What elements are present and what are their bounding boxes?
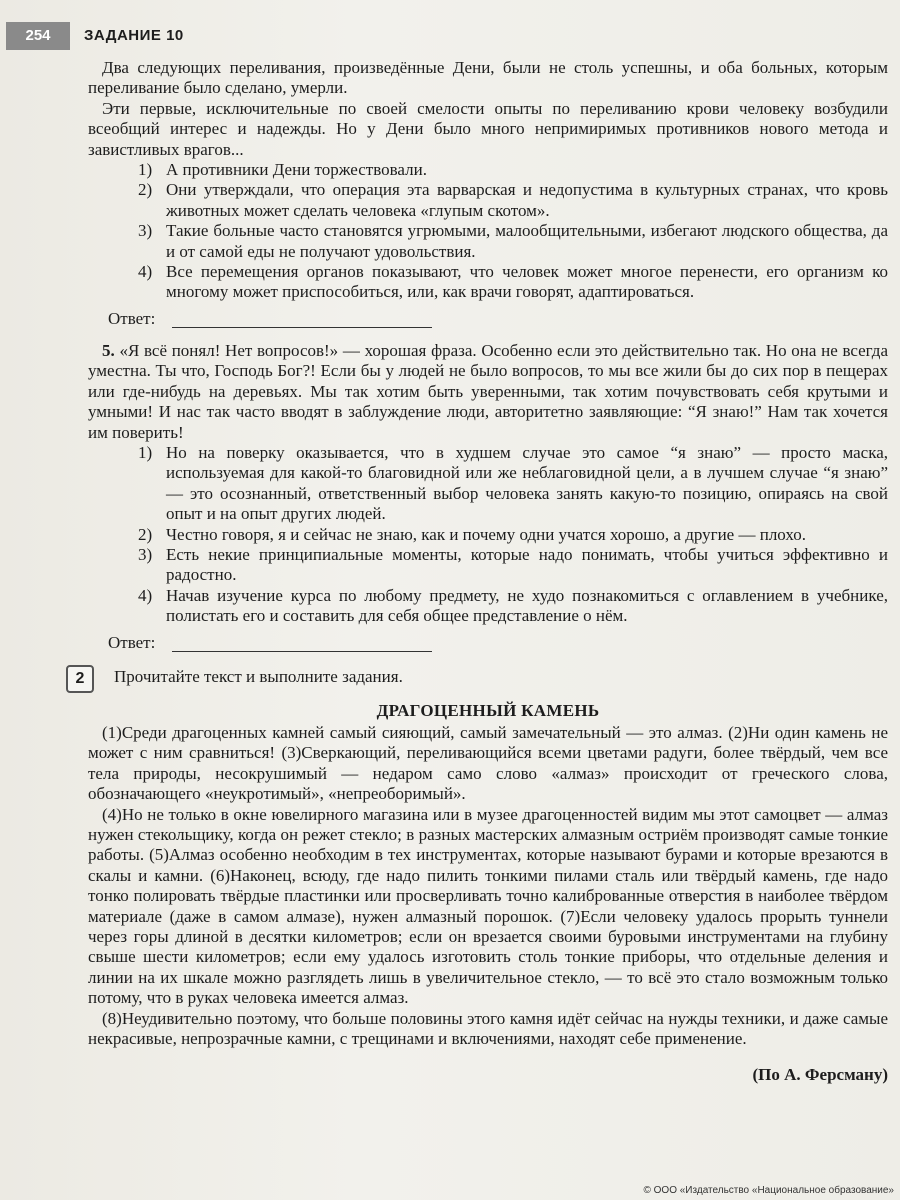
answer-label: Ответ: xyxy=(108,308,156,328)
intro-options-list xyxy=(88,160,888,303)
text-paragraph-3: (8)Неудивительно поэтому, что больше половины этого камня идёт сейчас на нужды техники, и даже самые некрасивые, непрозрачные камни, с трещинами и включениями, находят себе применение. xyxy=(88,1008,888,1049)
task-number-badge: 2 xyxy=(66,665,94,693)
option-text: Такие больные часто становятся угрюмыми, малообщительными, избегают людского общества, да и от самой еды не получают удовольствия. xyxy=(166,221,888,261)
task-2-heading xyxy=(75,665,888,695)
answer-field-2[interactable] xyxy=(88,633,888,653)
option-text: Начав изучение курса по любому предмету, не худо познакомиться с оглавлением в учебнике, полистать его и составить для себя общее представление о нём. xyxy=(166,585,888,626)
q5-option-3 xyxy=(88,545,888,586)
page-number: 254 xyxy=(6,22,70,50)
option-text: А противники Дени торжествовали. xyxy=(166,160,427,180)
copyright-notice: © ООО «Издательство «Национальное образование» xyxy=(643,1185,894,1196)
question-5-text: «Я всё понял! Нет вопросов!» — хорошая фраза. Особенно если это действительно так. Но она не всегда уместна. Ты что, Господь Бог?! Если бы у людей не было вопросов, то мы все жили бы до сих пор в пещерах или где-нибудь на деревьях. Мы так хотим быть уверенными, так хотим почувствовать себя крутыми и умными! И нас так часто вводят в заблуждение люди, авторитетно заявляющие: “Я знаю!” Нам так хочется им поверить! xyxy=(88,340,888,442)
answer-line[interactable] xyxy=(172,327,432,328)
q5-option-1 xyxy=(88,443,888,525)
q5-option-4 xyxy=(88,586,888,627)
q5-option-2 xyxy=(88,525,888,545)
answer-field-1[interactable] xyxy=(88,309,888,329)
option-text: Но на поверку оказывается, что в худшем случае это самое “я знаю” — просто маска, используемая для какой-то благовидной или же неблаговидной цели, а в лучшем случае “я знаю” — это осознанный, ответственный выбор человека занять какую-то позицию, опираясь на свой опыт и на опыт других людей. xyxy=(166,442,888,524)
q5-options-list xyxy=(88,443,888,627)
intro-option-1 xyxy=(88,160,888,180)
answer-label: Ответ: xyxy=(108,632,156,652)
intro-option-2 xyxy=(88,180,888,221)
page-content xyxy=(75,58,888,1086)
text-source: (По А. Ферсману) xyxy=(752,1065,888,1085)
option-number: 1) xyxy=(138,442,153,462)
option-number: 3) xyxy=(138,544,153,564)
page-header xyxy=(0,22,900,50)
intro-paragraph-1: Два следующих переливания, произведённые Дени, были не столь успешны, и оба больных, которым переливание было сделано, умерли. xyxy=(88,58,888,98)
intro-paragraph-2: Эти первые, исключительные по своей смелости опыты по переливанию крови человеку возбудили всеобщий интерес и надежды. Но у Дени было много непримиримых противников нового метода и завистливых врагов... xyxy=(88,98,888,159)
text-paragraph-1: (1)Среди драгоценных камней самый сияющий, самый замечательный — это алмаз. (2)Ни один камень не может с ним сравниться! (3)Сверкающий, переливающийся всеми цветами радуги, более твёрдый, чем все тела природы, несокрушимый — недаром само слово «алмаз» происходит от греческого слова, обозначающего «неукротимый», «непреоборимый». xyxy=(88,722,888,804)
task-title: ЗАДАНИЕ 10 xyxy=(84,27,184,44)
option-text: Они утверждали, что операция эта варварская и недопустима в культурных странах, что кровь животных может сделать человека «глупым скотом». xyxy=(166,180,888,220)
option-number: 1) xyxy=(138,160,153,180)
option-text: Все перемещения органов показывают, что человек может многое перенести, его организм ко многому может приспособиться, или, как врачи говорят, адаптироваться. xyxy=(166,262,888,302)
option-number: 4) xyxy=(138,262,153,282)
intro-option-3 xyxy=(88,221,888,262)
option-number: 3) xyxy=(138,221,153,241)
intro-option-4 xyxy=(88,262,888,303)
answer-line[interactable] xyxy=(172,651,432,652)
option-number: 4) xyxy=(138,585,153,605)
question-5 xyxy=(88,341,888,443)
option-number: 2) xyxy=(138,524,153,544)
option-text: Честно говоря, я и сейчас не знаю, как и почему одни учатся хорошо, а другие — плохо. xyxy=(166,524,806,544)
text-paragraph-2: (4)Но не только в окне ювелирного магазина или в музее драгоценностей видим мы этот самоцвет — алмаз нужен стекольщику, когда он режет стекло; в разных мастерских алмазным остриём производят самые тонкие работы. (5)Алмаз особенно необходим в тех инструментах, которые называют бурами и которые врезаются в скалы и камни. (6)Наконец, всюду, где надо пилить тонкими пилами сталь или твёрдый камень, где надо тонко полировать твёрдые пластинки или просверливать точно калиброванные отверстия в наиболее твёрдом материале (даже в самом алмазе), нужен алмазный порошок. (7)Если человеку удалось прорыть туннели через горы длиной в десятки километров; если он врезается своими буровыми инструментами на глубину свыше шести километров; если ему удалось изготовить столь тонкие приборы, что отдельные деления и линии на их шкале можно разглядеть лишь в увеличительное стекло, — то всё это стало возможным только потому, что в руках человека имеется алмаз. xyxy=(88,804,888,1008)
option-number: 2) xyxy=(138,180,153,200)
text-title: ДРАГОЦЕННЫЙ КАМЕНЬ xyxy=(376,700,600,720)
question-5-number: 5. xyxy=(102,340,115,360)
option-text: Есть некие принципиальные моменты, которые надо понимать, чтобы учиться эффективно и радостно. xyxy=(166,544,888,585)
task-instruction: Прочитайте текст и выполните задания. xyxy=(114,666,403,686)
